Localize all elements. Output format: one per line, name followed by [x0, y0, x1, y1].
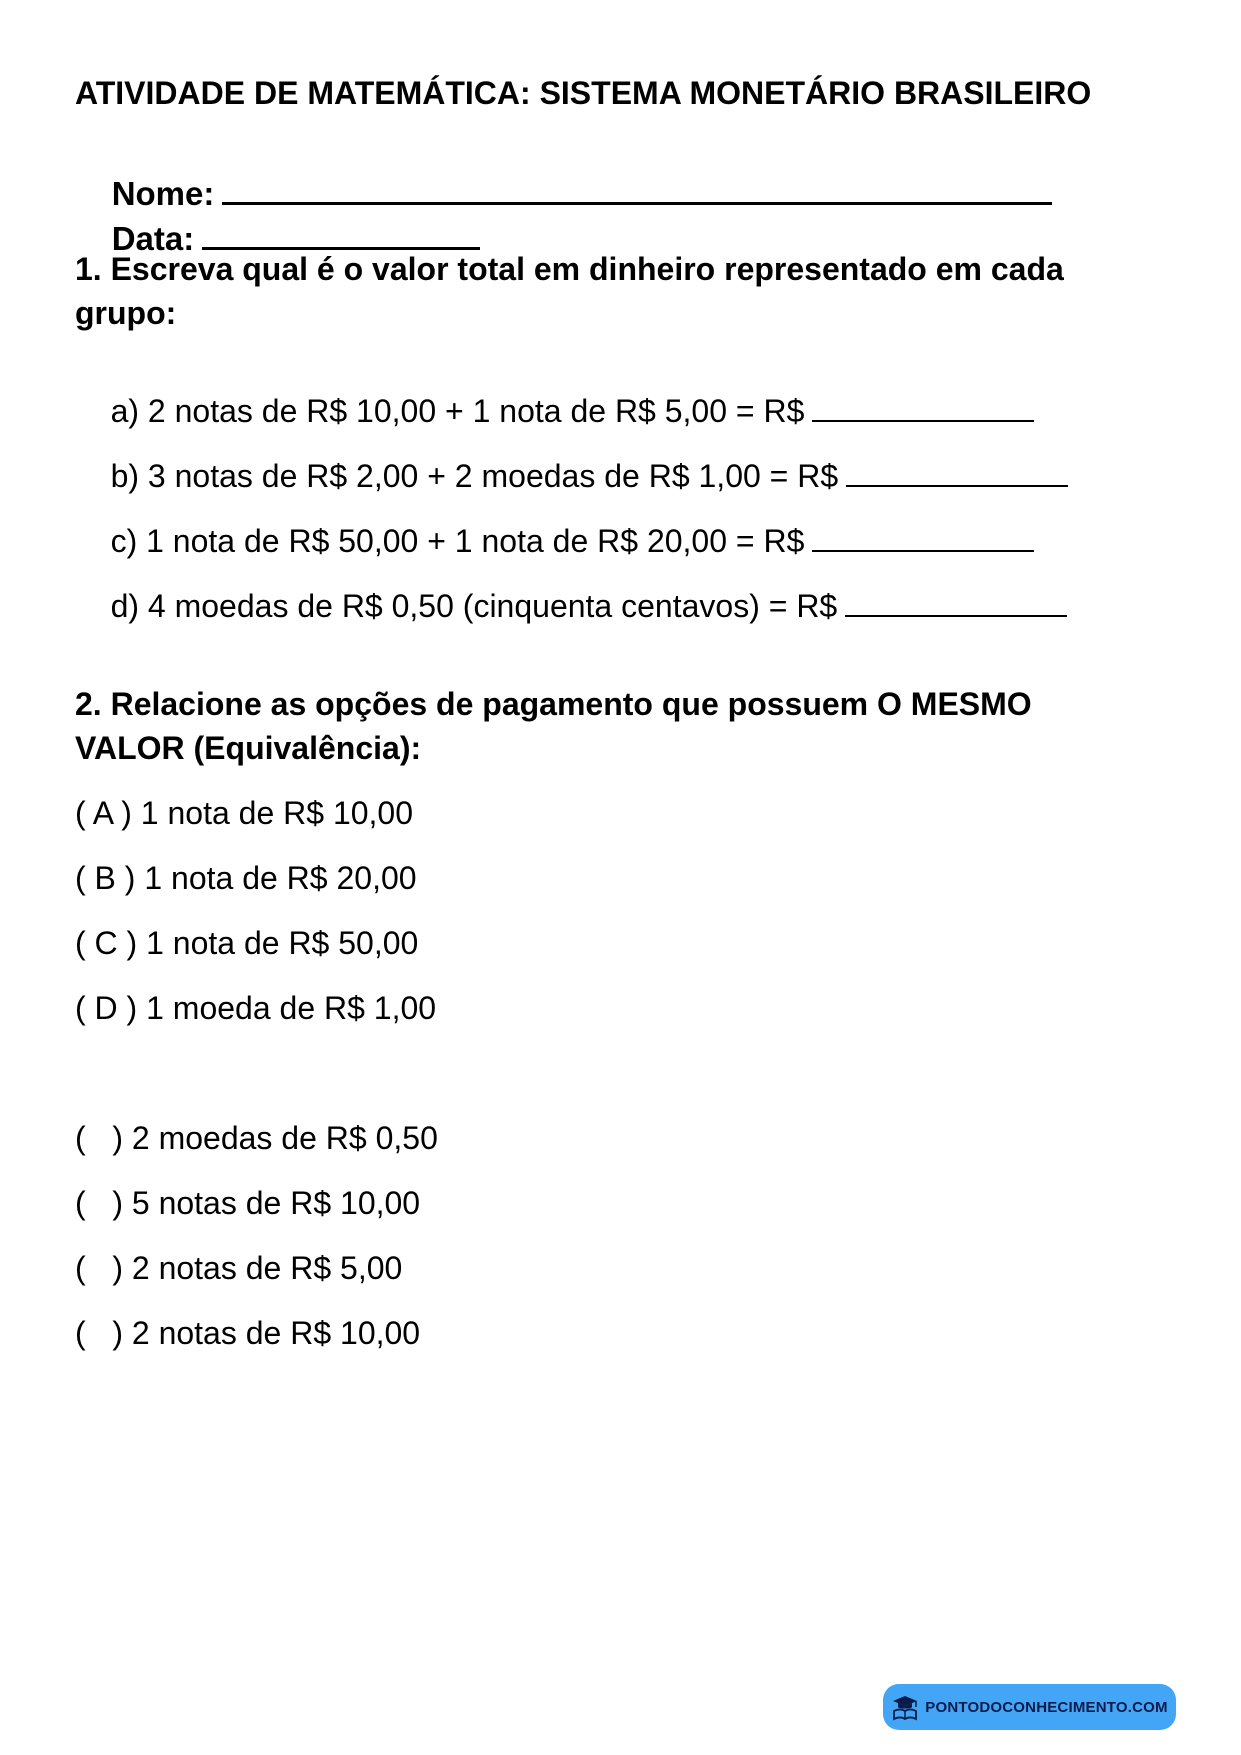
brand-text: PONTODOCONHECIMENTO.COM: [925, 1698, 1168, 1716]
option-a: ( A ) 1 nota de R$ 10,00: [75, 795, 414, 831]
question1-heading-line2: grupo:: [75, 295, 177, 331]
question1-item-text: c) 1 nota de R$ 50,00 + 1 nota de R$ 20,00 = R$: [110, 523, 805, 559]
match-item-4[interactable]: ( ) 2 notas de R$ 10,00: [75, 1315, 421, 1351]
name-label: Nome:: [111, 175, 215, 212]
question2-heading-line2: VALOR (Equivalência):: [75, 730, 422, 766]
answer-blank-a[interactable]: [812, 394, 1034, 422]
question2-heading-line1: 2. Relacione as opções de pagamento que possuem O MESMO: [75, 686, 1032, 722]
option-d: ( D ) 1 moeda de R$ 1,00: [75, 990, 437, 1026]
date-blank[interactable]: [202, 221, 480, 250]
match-item-1[interactable]: ( ) 2 moedas de R$ 0,50: [75, 1120, 438, 1156]
answer-blank-b[interactable]: [846, 459, 1068, 487]
match-item-2[interactable]: ( ) 5 notas de R$ 10,00: [75, 1185, 421, 1221]
graduation-book-icon: [891, 1693, 919, 1721]
question1-item-text: a) 2 notas de R$ 10,00 + 1 nota de R$ 5,00 = R$: [110, 393, 805, 429]
option-b: ( B ) 1 nota de R$ 20,00: [75, 860, 417, 896]
date-label: Data:: [111, 220, 195, 257]
brand-badge[interactable]: [883, 1684, 1176, 1730]
question1-heading-line1: 1. Escreva qual é o valor total em dinheiro representado em cada: [75, 251, 1064, 287]
question1-item-d: [75, 557, 1067, 654]
answer-blank-c[interactable]: [812, 524, 1034, 552]
answer-blank-d[interactable]: [845, 589, 1067, 617]
question1-item-text: d) 4 moedas de R$ 0,50 (cinquenta centavos) = R$: [110, 588, 838, 624]
match-item-3[interactable]: ( ) 2 notas de R$ 5,00: [75, 1250, 403, 1286]
question1-item-text: b) 3 notas de R$ 2,00 + 2 moedas de R$ 1,00 = R$: [110, 458, 839, 494]
worksheet-title: ATIVIDADE DE MATEMÁTICA: SISTEMA MONETÁRIO BRASILEIRO: [75, 75, 1092, 111]
option-c: ( C ) 1 nota de R$ 50,00: [75, 925, 419, 961]
